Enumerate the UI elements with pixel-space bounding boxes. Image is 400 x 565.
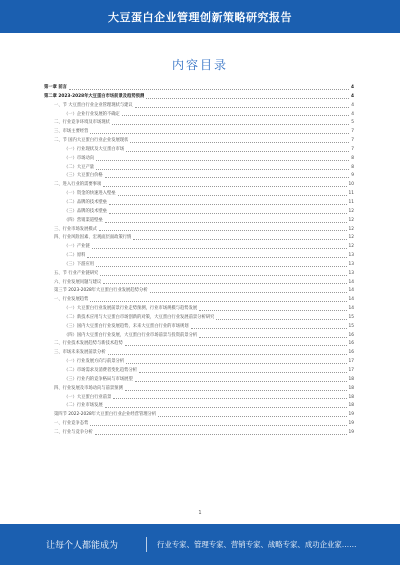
toc-entry-page: 17 xyxy=(348,368,354,373)
toc-entry-text: 二、进入行业的需要事项 xyxy=(54,182,102,188)
footer-tagline: 行业专家、管理专家、营销专家、战略专家、成功企业家…… xyxy=(157,540,357,549)
toc-leader-dots xyxy=(108,354,347,355)
toc-entry-text: 一、节 大豆蛋白行业企业管理现状与建议 xyxy=(54,102,133,108)
toc-entry-page: 16 xyxy=(348,332,354,338)
document-title: 大豆蛋白企业管理创新策略研究报告 xyxy=(108,10,292,24)
toc-leader-dots xyxy=(92,248,347,249)
toc-entry-page: 19 xyxy=(348,429,354,435)
toc-entry[interactable] xyxy=(44,287,354,296)
toc-leader-dots xyxy=(96,169,349,170)
toc-entry-page: 14 xyxy=(348,279,354,285)
toc-entry-text: （二）大豆产量 xyxy=(64,164,95,170)
toc-entry[interactable] xyxy=(44,172,354,181)
toc-entry-page: 14 xyxy=(348,297,354,303)
toc-entry[interactable] xyxy=(44,429,354,438)
toc-entry-text: （四）营销渠道壁垒 xyxy=(64,217,103,223)
toc-entry[interactable] xyxy=(44,402,354,411)
toc-leader-dots xyxy=(96,266,346,267)
toc-entry-text: 一、行业发展趋势 xyxy=(54,297,89,303)
toc-entry[interactable] xyxy=(44,252,354,261)
toc-entry-page: 15 xyxy=(348,314,354,320)
toc-entry-page: 14 xyxy=(348,306,354,312)
toc-entry-text: （一）企业行业发展的不确定 xyxy=(64,111,120,117)
toc-entry-text: 二、行业与竞争分析 xyxy=(54,429,93,435)
toc-entry-page: 12 xyxy=(348,217,354,223)
toc-entry-page: 7 xyxy=(351,138,354,144)
toc-entry[interactable] xyxy=(44,146,354,155)
toc-leader-dots xyxy=(109,213,347,214)
toc-leader-dots xyxy=(135,381,347,382)
toc-entry[interactable] xyxy=(44,226,354,235)
toc-leader-dots xyxy=(126,151,349,152)
toc-leader-dots xyxy=(69,89,349,90)
toc-entry-page: 18 xyxy=(348,403,354,409)
toc-entry-text: （二）新技术应用与大豆蛋白市场创新的对策，大豆蛋白行业发展前景分析研究 xyxy=(64,314,215,320)
toc-entry-text: （三）行业内的竞争格局与市场展望 xyxy=(64,376,133,382)
toc-entry[interactable] xyxy=(44,323,354,332)
toc-entry-text: （四）国内大豆蛋白行业发展，大豆蛋白行业市场前景与投资前景分析 xyxy=(64,332,198,338)
toc-entry-page: 13 xyxy=(348,261,354,267)
toc-entry-text: （二）原料 xyxy=(64,253,86,259)
toc-leader-dots xyxy=(96,160,349,161)
toc-entry[interactable] xyxy=(44,208,354,217)
footer-divider xyxy=(146,537,147,552)
toc-entry-text: 三、行业市场发展模式 xyxy=(54,226,97,232)
toc-entry[interactable] xyxy=(44,190,354,199)
toc-leader-dots xyxy=(105,177,350,178)
header-bar xyxy=(0,0,400,33)
toc-entry[interactable] xyxy=(44,420,354,429)
toc-entry-page: 16 xyxy=(348,350,354,356)
toc-leader-dots xyxy=(112,124,349,125)
toc-entry-page: 8 xyxy=(351,164,354,170)
toc-leader-dots xyxy=(199,337,346,338)
toc-leader-dots xyxy=(130,142,349,143)
toc-entry-page: 16 xyxy=(348,341,354,347)
toc-entry-text: （三）下游应用 xyxy=(64,261,95,267)
toc-leader-dots xyxy=(158,416,346,417)
table-of-contents xyxy=(44,84,354,438)
toc-entry-text: 五、节 行业产业链研究 xyxy=(54,270,99,276)
toc-entry-page: 4 xyxy=(351,93,354,99)
toc-leader-dots xyxy=(105,222,347,223)
footer-slogan: 让每个人都能成为 xyxy=(46,541,119,551)
toc-entry-page: 7 xyxy=(351,146,354,152)
toc-entry-page: 13 xyxy=(348,270,354,276)
toc-entry[interactable] xyxy=(44,385,354,394)
toc-leader-dots xyxy=(146,98,349,99)
toc-leader-dots xyxy=(90,425,346,426)
toc-entry[interactable] xyxy=(44,376,354,385)
toc-leader-dots xyxy=(118,195,347,196)
toc-entry-text: 三、市场未来发展前景分析 xyxy=(54,350,106,356)
toc-leader-dots xyxy=(109,204,347,205)
toc-entry[interactable] xyxy=(44,128,354,137)
toc-entry-page: 14 xyxy=(348,288,354,294)
toc-entry-text: 四、行业发展及市场动向与前景预测 xyxy=(54,385,123,391)
toc-entry[interactable] xyxy=(44,155,354,164)
toc-entry-page: 9 xyxy=(351,173,354,179)
toc-entry-page: 4 xyxy=(351,85,354,90)
toc-entry-page: 13 xyxy=(348,253,354,259)
toc-entry[interactable] xyxy=(44,181,354,190)
toc-entry-text: （二）品牌的技术壁垒 xyxy=(64,199,107,205)
toc-entry[interactable] xyxy=(44,111,354,120)
toc-entry[interactable] xyxy=(44,411,354,420)
toc-entry-page: 18 xyxy=(348,394,354,400)
toc-entry-page: 5 xyxy=(351,120,354,126)
toc-entry[interactable] xyxy=(44,340,354,349)
toc-entry-text: （三）国内大豆蛋白行业发展趋势，未来大豆蛋白行业的市场规划 xyxy=(64,323,189,329)
toc-leader-dots xyxy=(90,133,349,134)
toc-entry-text: 三、市场主要经营 xyxy=(54,129,89,135)
toc-leader-dots xyxy=(139,372,346,373)
toc-entry-text: （一）资金的快速进入壁垒 xyxy=(64,191,116,197)
toc-entry[interactable] xyxy=(44,119,354,128)
toc-entry[interactable] xyxy=(44,164,354,173)
toc-entry-page: 12 xyxy=(348,244,354,250)
toc-entry-page: 19 xyxy=(348,421,354,427)
toc-entry[interactable] xyxy=(44,314,354,323)
toc-entry[interactable] xyxy=(44,367,354,376)
toc-entry-text: （一）大豆蛋白行业前景 xyxy=(64,394,112,400)
footer-bar xyxy=(0,524,400,565)
toc-entry-text: 二、节 国内大豆蛋白行业企业发展现状 xyxy=(54,138,129,144)
toc-entry-page: 19 xyxy=(348,412,354,418)
toc-leader-dots xyxy=(125,390,347,391)
toc-entry[interactable] xyxy=(44,394,354,403)
toc-entry[interactable] xyxy=(44,270,354,279)
toc-entry-text: （三）品牌的技术壁垒 xyxy=(64,208,107,214)
toc-heading: 内容目录 xyxy=(171,58,228,72)
toc-entry[interactable] xyxy=(44,137,354,146)
toc-entry-text: 四、行业风险因素、宏观面层面政策行情 xyxy=(54,235,132,241)
toc-entry-page: 18 xyxy=(348,376,354,382)
toc-entry-page: 18 xyxy=(348,385,354,391)
toc-entry-text: （一）市场动向 xyxy=(64,155,95,161)
toc-entry-text: 第四节 2022-2028年大豆蛋白行业企业经营管理分析 xyxy=(54,412,157,418)
toc-entry-page: 10 xyxy=(348,182,354,188)
page-number: 1 xyxy=(198,510,202,516)
toc-entry-text: （一）行业现状及大豆蛋白市场 xyxy=(64,146,125,152)
toc-leader-dots xyxy=(113,398,346,399)
toc-entry-page: 11 xyxy=(348,199,354,205)
toc-entry-text: 一、行业竞争态势 xyxy=(54,421,89,427)
toc-leader-dots xyxy=(105,407,347,408)
toc-entry[interactable] xyxy=(44,243,354,252)
toc-entry-page: 12 xyxy=(348,235,354,241)
toc-leader-dots xyxy=(216,319,346,320)
toc-leader-dots xyxy=(135,107,350,108)
toc-entry[interactable] xyxy=(44,84,354,93)
toc-entry-text: （一）产业链 xyxy=(64,244,90,250)
toc-entry-text: （二）市场需求及消费者变化趋势分析 xyxy=(64,368,138,373)
toc-leader-dots xyxy=(125,345,347,346)
toc-entry-text: 二、行业竞争环境及市场现状 xyxy=(54,120,110,126)
toc-leader-dots xyxy=(126,363,346,364)
toc-entry[interactable] xyxy=(44,199,354,208)
toc-entry[interactable] xyxy=(44,217,354,226)
toc-entry-text: （一）大豆蛋白行业发展前景行业走势预测，行业市场规模与趋势发展 xyxy=(64,306,198,312)
toc-entry-page: 17 xyxy=(348,359,354,365)
toc-entry[interactable] xyxy=(44,102,354,111)
toc-entry-text: 第三节 2023-2028年大豆蛋白行业发展趋势分析 xyxy=(54,288,148,294)
toc-entry-text: 二、行业技术发展趋势与新技术趋势 xyxy=(54,341,123,347)
toc-leader-dots xyxy=(90,301,346,302)
toc-entry[interactable] xyxy=(44,234,354,243)
toc-entry[interactable] xyxy=(44,93,354,102)
toc-entry-page: 8 xyxy=(351,155,354,161)
toc-entry-text: （二）行业市场发展 xyxy=(64,403,103,409)
toc-entry-page: 4 xyxy=(351,111,354,117)
toc-entry-text: 六、行业发展问题与建议 xyxy=(54,279,102,285)
toc-entry[interactable] xyxy=(44,358,354,367)
toc-leader-dots xyxy=(103,186,346,187)
toc-entry-page: 7 xyxy=(351,129,354,135)
toc-entry-page: 12 xyxy=(348,226,354,232)
toc-leader-dots xyxy=(122,115,349,116)
toc-entry[interactable] xyxy=(44,261,354,270)
toc-entry[interactable] xyxy=(44,279,354,288)
toc-leader-dots xyxy=(103,283,346,284)
toc-leader-dots xyxy=(191,328,347,329)
toc-leader-dots xyxy=(100,275,346,276)
toc-entry-text: 第一章 前言 xyxy=(44,85,67,90)
toc-entry-text: （三）大豆蛋白价格 xyxy=(64,173,103,179)
toc-entry-page: 12 xyxy=(348,208,354,214)
toc-entry[interactable] xyxy=(44,296,354,305)
toc-entry[interactable] xyxy=(44,349,354,358)
toc-entry-page: 11 xyxy=(348,191,354,197)
toc-leader-dots xyxy=(95,434,347,435)
toc-entry-text: 第二章 2023-2028年大豆蛋白市场前景及趋势预测 xyxy=(44,93,145,99)
toc-entry-page: 15 xyxy=(348,323,354,329)
toc-leader-dots xyxy=(87,257,346,258)
toc-entry[interactable] xyxy=(44,305,354,314)
toc-leader-dots xyxy=(199,310,346,311)
toc-entry-text: （一）行业发展方向与前景分析 xyxy=(64,359,125,365)
toc-entry[interactable] xyxy=(44,332,354,341)
toc-leader-dots xyxy=(99,230,347,231)
toc-leader-dots xyxy=(150,292,347,293)
toc-leader-dots xyxy=(133,239,346,240)
toc-entry-page: 4 xyxy=(351,102,354,108)
